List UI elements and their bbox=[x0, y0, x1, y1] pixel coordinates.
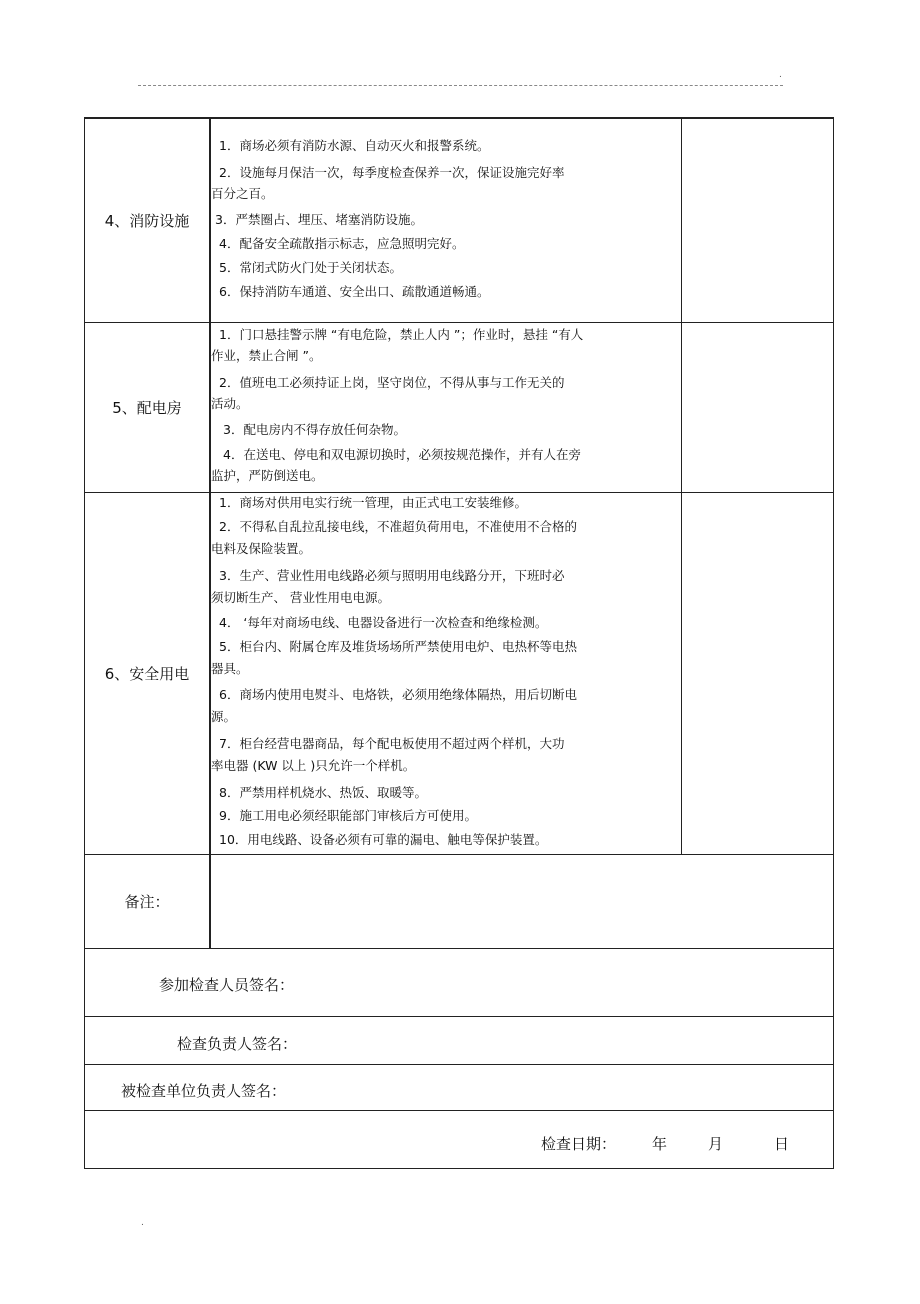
category-cell: 6、安全用电 bbox=[85, 493, 211, 854]
row-remarks bbox=[84, 855, 834, 949]
category-cell: 4、消防设施 bbox=[85, 119, 211, 322]
item-line: 电料及保险装置。 bbox=[211, 541, 312, 556]
item-line: 须切断生产、 营业性用电电源。 bbox=[211, 590, 390, 605]
content-cell bbox=[209, 119, 682, 322]
item-line: 3．生产、营业性用电线路必须与照明用电线路分开，下班时必 bbox=[219, 568, 565, 583]
sign-leader-label: 检查负责人签名： bbox=[177, 1035, 298, 1053]
row-fire-facilities bbox=[84, 117, 834, 323]
item-line: 7．柜台经营电器商品，每个配电板使用不超过两个样机，大功 bbox=[219, 736, 565, 751]
date-year-label: 年 bbox=[652, 1135, 668, 1153]
item-line: 2．设施每月保洁一次，每季度检查保养一次，保证设施完好率 bbox=[219, 165, 565, 180]
content-cell bbox=[209, 493, 682, 854]
remark-label: 备注： bbox=[85, 855, 211, 948]
row-power-room bbox=[84, 323, 834, 493]
item-line: 率电器 (KW 以上 )只允许一个样机。 bbox=[211, 758, 416, 773]
header-rule bbox=[138, 85, 783, 86]
item-line: 4． ‘每年对商场电线、电器设备进行一次检查和绝缘检测。 bbox=[219, 615, 548, 630]
item-line: 2．不得私自乱拉乱接电线，不准超负荷用电，不准使用不合格的 bbox=[219, 519, 577, 534]
item-line: 2．值班电工必须持证上岗，坚守岗位，不得从事与工作无关的 bbox=[219, 375, 565, 390]
row-safe-electricity bbox=[84, 493, 834, 855]
item-line: 百分之百。 bbox=[211, 186, 274, 201]
item-line: 1．商场对供用电实行统一管理，由正式电工安装维修。 bbox=[219, 495, 527, 510]
date-day-label: 日 bbox=[774, 1135, 790, 1153]
item-line: 1．门口悬挂警示牌 “有电危险，禁止人内 ”；作业时，悬挂 “有人 bbox=[219, 327, 584, 342]
item-line: 活动。 bbox=[211, 396, 249, 411]
item-line: 5．柜台内、附属仓库及堆货场场所严禁使用电炉、电热杯等电热 bbox=[219, 639, 577, 654]
row-sign-participants bbox=[84, 949, 834, 1017]
corner-dot: . bbox=[141, 1218, 144, 1228]
item-line: 源。 bbox=[211, 709, 237, 724]
row-sign-leader bbox=[84, 1017, 834, 1065]
item-line: 1．商场必须有消防水源、自动灭火和报警系统。 bbox=[219, 138, 490, 153]
item-line: 作业，禁止合闸 ”。 bbox=[211, 348, 322, 363]
item-line: 3．严禁圈占、埋压、堵塞消防设施。 bbox=[215, 212, 423, 227]
sign-participants-label: 参加检查人员签名： bbox=[159, 976, 295, 994]
item-line: 4．在送电、停电和双电源切换时，必须按规范操作，并有人在旁 bbox=[223, 447, 581, 462]
item-line: 6．商场内使用电熨斗、电烙铁，必须用绝缘体隔热，用后切断电 bbox=[219, 687, 577, 702]
item-line: 9．施工用电必须经职能部门审核后方可使用。 bbox=[219, 808, 477, 823]
item-line: 5．常闭式防火门处于关闭状态。 bbox=[219, 260, 402, 275]
inspection-table bbox=[84, 117, 834, 1169]
date-label: 检查日期： bbox=[541, 1135, 617, 1153]
remark-field[interactable] bbox=[209, 855, 833, 948]
result-cell[interactable] bbox=[681, 323, 833, 492]
item-line: 4．配备安全疏散指示标志，应急照明完好。 bbox=[219, 236, 465, 251]
category-cell: 5、配电房 bbox=[85, 323, 211, 492]
corner-dot: . bbox=[779, 70, 782, 80]
content-cell bbox=[209, 323, 682, 492]
sign-inspected-label: 被检查单位负责人签名： bbox=[121, 1082, 287, 1100]
row-sign-inspected bbox=[84, 1065, 834, 1111]
row-inspection-date bbox=[84, 1111, 834, 1169]
item-line: 8．严禁用样机烧水、热饭、取暖等。 bbox=[219, 785, 427, 800]
result-cell[interactable] bbox=[681, 493, 833, 854]
date-month-label: 月 bbox=[708, 1135, 724, 1153]
item-line: 监护，严防倒送电。 bbox=[211, 468, 324, 483]
item-line: 10．用电线路、设备必须有可靠的漏电、触电等保护装置。 bbox=[219, 832, 548, 847]
item-line: 3．配电房内不得存放任何杂物。 bbox=[223, 422, 406, 437]
item-line: 器具。 bbox=[211, 661, 249, 676]
item-line: 6．保持消防车通道、安全出口、疏散通道畅通。 bbox=[219, 284, 490, 299]
result-cell[interactable] bbox=[681, 119, 833, 322]
